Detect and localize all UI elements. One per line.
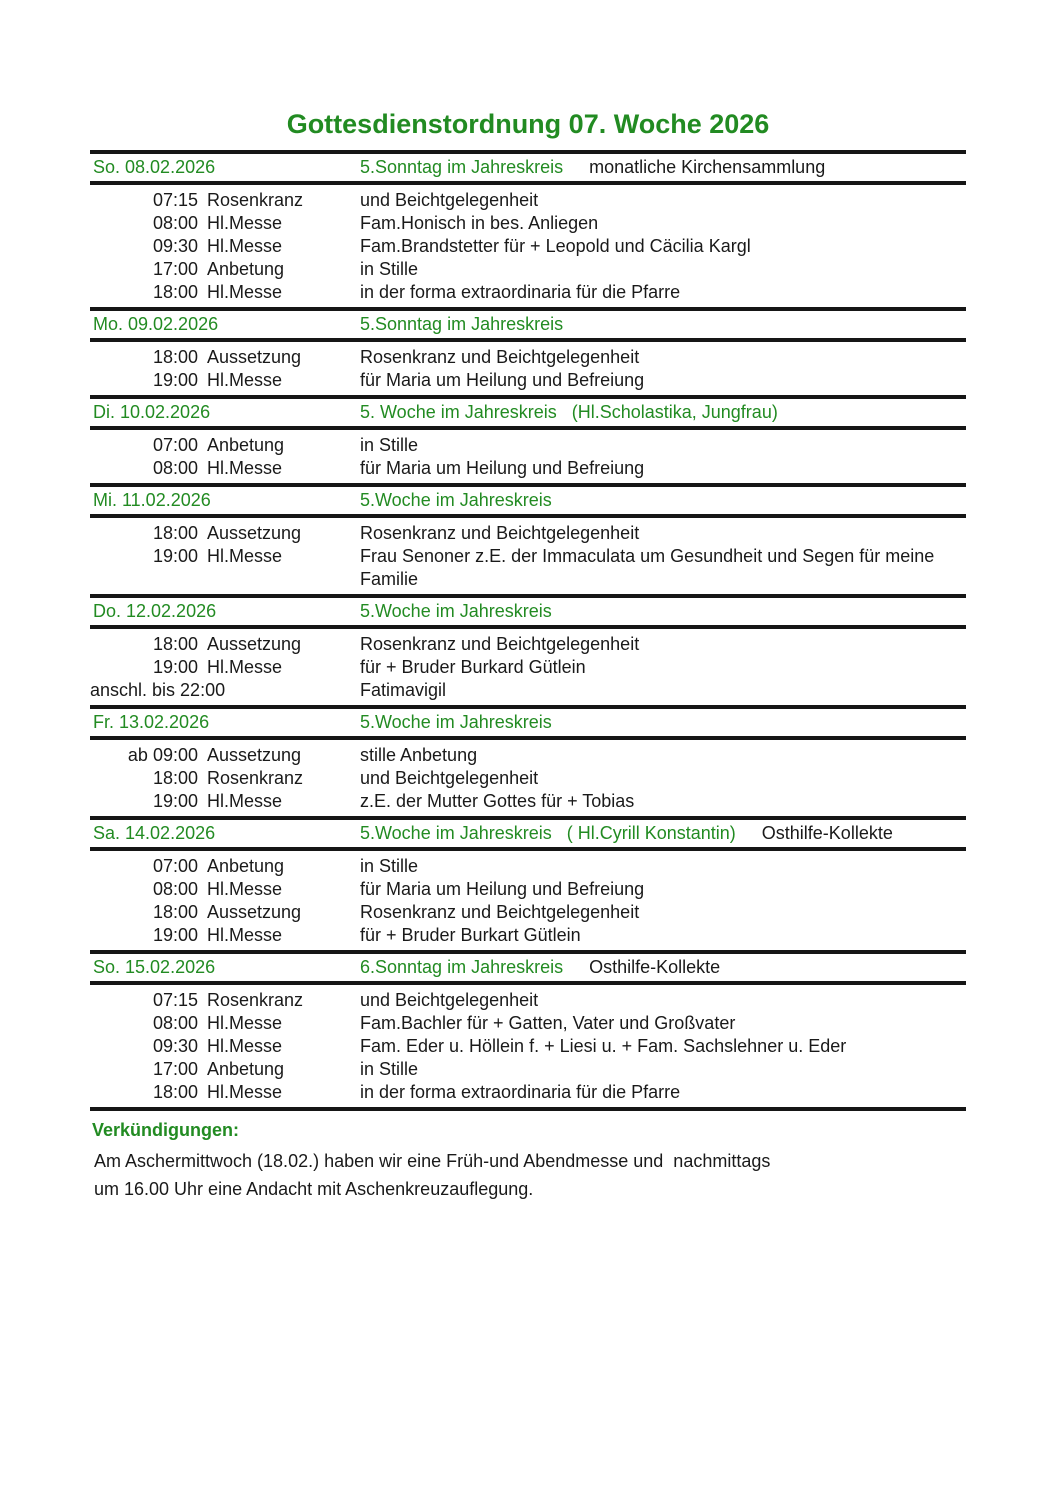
section-feast: 5.Woche im Jahreskreis [360, 490, 552, 510]
section-note: Osthilfe-Kollekte [589, 957, 721, 977]
row-time-cell [90, 457, 360, 480]
row-description: für + Bruder Burkard Gütlein [360, 657, 586, 677]
row-time: 19:00 [152, 791, 198, 811]
section-header-details [360, 711, 966, 734]
row-description: in Stille [360, 259, 419, 279]
section-date: So. 08.02.2026 [93, 157, 216, 177]
schedule-row [90, 522, 966, 545]
row-time: 18:00 [152, 282, 198, 302]
schedule-section [90, 307, 966, 395]
row-description: Rosenkranz und Beichtgelegenheit [360, 347, 640, 367]
row-activity: Rosenkranz [207, 768, 304, 788]
row-description: Frau Senoner z.E. der Immaculata um Gesundheit und Segen für meine Familie [360, 546, 935, 589]
schedule-row [90, 878, 966, 901]
section-date: Mo. 09.02.2026 [93, 314, 219, 334]
row-activity: Hl.Messe [207, 370, 283, 390]
row-time: 19:00 [152, 546, 198, 566]
row-time-cell [90, 924, 360, 947]
row-activity: Hl.Messe [207, 213, 283, 233]
section-rows [90, 740, 966, 816]
schedule-row [90, 1035, 966, 1058]
schedule-row [90, 434, 966, 457]
section-header-details [360, 600, 966, 623]
row-time-cell [90, 901, 360, 924]
row-description: in Stille [360, 435, 419, 455]
section-date: Mi. 11.02.2026 [93, 490, 211, 510]
row-time-cell [90, 1058, 360, 1081]
row-time: 18:00 [152, 768, 198, 788]
row-time: 07:00 [152, 435, 198, 455]
row-activity: Hl.Messe [207, 657, 283, 677]
row-description: und Beichtgelegenheit [360, 190, 539, 210]
schedule-row [90, 457, 966, 480]
row-description: für Maria um Heilung und Befreiung [360, 370, 645, 390]
row-description: stille Anbetung [360, 745, 478, 765]
row-description: Rosenkranz und Beichtgelegenheit [360, 523, 640, 543]
row-description: und Beichtgelegenheit [360, 768, 539, 788]
section-date: Fr. 13.02.2026 [93, 712, 210, 732]
row-time-cell [90, 855, 360, 878]
section-rows [90, 430, 966, 483]
row-activity: Anbetung [207, 259, 285, 279]
row-activity: Hl.Messe [207, 791, 283, 811]
schedule-row [90, 212, 966, 235]
section-date: Di. 10.02.2026 [93, 402, 211, 422]
section-header [90, 399, 966, 426]
row-time-cell [90, 189, 360, 212]
row-activity: Hl.Messe [207, 1082, 283, 1102]
section-rows [90, 851, 966, 950]
section-feast-extra: ( Hl.Cyrill Konstantin) [566, 823, 736, 843]
row-time-cell [90, 744, 360, 767]
schedule-section [90, 950, 966, 1107]
section-header-details [360, 489, 966, 512]
schedule-row [90, 656, 966, 679]
schedule-row [90, 767, 966, 790]
row-description: Fam. Eder u. Höllein f. + Liesi u. + Fam. Sachslehner u. Eder [360, 1036, 847, 1056]
row-description: in Stille [360, 1059, 419, 1079]
row-time-cell [90, 522, 360, 545]
section-feast-extra: (Hl.Scholastika, Jungfrau) [571, 402, 778, 422]
row-description: z.E. der Mutter Gottes für + Tobias [360, 791, 635, 811]
schedule-table [90, 150, 966, 1107]
schedule-row [90, 258, 966, 281]
row-time-cell [90, 1035, 360, 1058]
row-time: 18:00 [152, 347, 198, 367]
row-description: für + Bruder Burkart Gütlein [360, 925, 581, 945]
row-activity: Hl.Messe [207, 1036, 283, 1056]
row-time-cell [90, 434, 360, 457]
row-activity: Aussetzung [207, 902, 302, 922]
schedule-row [90, 901, 966, 924]
schedule-row [90, 924, 966, 947]
row-time-cell [90, 1081, 360, 1104]
section-header [90, 311, 966, 338]
row-time: 18:00 [152, 902, 198, 922]
row-time-cell [90, 369, 360, 392]
row-activity: Anbetung [207, 1059, 285, 1079]
row-activity: Hl.Messe [207, 236, 283, 256]
schedule-row [90, 189, 966, 212]
section-header-details [360, 313, 966, 336]
section-header-details [360, 156, 966, 179]
section-header [90, 598, 966, 625]
row-time: 08:00 [152, 458, 198, 478]
row-time: 19:00 [152, 925, 198, 945]
row-activity: Hl.Messe [207, 546, 283, 566]
section-feast: 5.Woche im Jahreskreis [360, 712, 552, 732]
schedule-row [90, 1058, 966, 1081]
row-activity: Hl.Messe [207, 458, 283, 478]
row-time: ab 09:00 [127, 745, 198, 765]
announcement-line: um 16.00 Uhr eine Andacht mit Aschenkreuzauflegung. [94, 1179, 534, 1199]
row-activity: Aussetzung [207, 523, 302, 543]
row-activity: Hl.Messe [207, 1013, 283, 1033]
section-feast: 5.Sonntag im Jahreskreis [360, 157, 564, 177]
row-time: 19:00 [152, 657, 198, 677]
row-activity: Rosenkranz [207, 190, 304, 210]
row-time-cell [90, 1012, 360, 1035]
section-feast: 5.Sonntag im Jahreskreis [360, 314, 564, 334]
section-header-details [360, 401, 966, 424]
row-time: 08:00 [152, 879, 198, 899]
schedule-section [90, 705, 966, 816]
row-description: für Maria um Heilung und Befreiung [360, 879, 645, 899]
section-rows [90, 629, 966, 705]
row-activity: Aussetzung [207, 745, 302, 765]
row-time: 19:00 [152, 370, 198, 390]
announcements-body [90, 1147, 966, 1203]
row-time: 17:00 [152, 1059, 198, 1079]
schedule-section [90, 150, 966, 307]
row-time: 07:00 [152, 856, 198, 876]
row-activity: Anbetung [207, 435, 285, 455]
row-description: Fam.Bachler für + Gatten, Vater und Großvater [360, 1013, 736, 1033]
row-description: Fam.Brandstetter für + Leopold und Cäcilia Kargl [360, 236, 751, 256]
row-time-cell [90, 212, 360, 235]
row-time-cell [90, 656, 360, 679]
section-date: Do. 12.02.2026 [93, 601, 217, 621]
section-feast: 5.Woche im Jahreskreis [360, 601, 552, 621]
schedule-row [90, 369, 966, 392]
section-rows [90, 185, 966, 307]
row-description: in Stille [360, 856, 419, 876]
row-activity: Rosenkranz [207, 990, 304, 1010]
row-description: und Beichtgelegenheit [360, 990, 539, 1010]
section-header [90, 487, 966, 514]
row-activity: Hl.Messe [207, 925, 283, 945]
row-time: 07:15 [152, 990, 198, 1010]
schedule-section [90, 816, 966, 950]
row-activity: Anbetung [207, 856, 285, 876]
row-time: 18:00 [152, 1082, 198, 1102]
row-time-cell [90, 679, 360, 702]
schedule-row [90, 281, 966, 304]
row-time-cell [90, 281, 360, 304]
schedule-row [90, 989, 966, 1012]
row-time-cell [90, 767, 360, 790]
section-date: So. 15.02.2026 [93, 957, 216, 977]
schedule-row [90, 744, 966, 767]
row-time-cell [90, 545, 360, 591]
section-header [90, 154, 966, 181]
row-description: für Maria um Heilung und Befreiung [360, 458, 645, 478]
section-feast: 5.Woche im Jahreskreis [360, 823, 552, 843]
schedule-section [90, 483, 966, 594]
schedule-bottom-rule [90, 1107, 966, 1111]
row-activity: Hl.Messe [207, 879, 283, 899]
section-note: Osthilfe-Kollekte [761, 823, 893, 843]
announcements [90, 1117, 966, 1203]
schedule-row [90, 790, 966, 813]
section-header-details [360, 956, 966, 979]
row-description: Rosenkranz und Beichtgelegenheit [360, 634, 640, 654]
row-time-cell [90, 346, 360, 369]
row-description: Fam.Honisch in bes. Anliegen [360, 213, 599, 233]
section-rows [90, 342, 966, 395]
row-time: 18:00 [152, 634, 198, 654]
row-activity: Hl.Messe [207, 282, 283, 302]
announcement-line: Am Aschermittwoch (18.02.) haben wir eine Früh-und Abendmesse und nachmittags [94, 1151, 771, 1171]
row-activity: Aussetzung [207, 634, 302, 654]
section-header [90, 954, 966, 981]
row-time: 17:00 [152, 259, 198, 279]
schedule-row [90, 346, 966, 369]
row-time: 08:00 [152, 213, 198, 233]
schedule-row [90, 1081, 966, 1104]
schedule-section [90, 395, 966, 483]
row-time-cell [90, 235, 360, 258]
row-time: 09:30 [152, 236, 198, 256]
section-header-details [360, 822, 966, 845]
section-date: Sa. 14.02.2026 [93, 823, 216, 843]
row-time-cell [90, 790, 360, 813]
schedule-row [90, 235, 966, 258]
row-time: 09:30 [152, 1036, 198, 1056]
row-activity: Aussetzung [207, 347, 302, 367]
row-description: Fatimavigil [360, 680, 447, 700]
section-header [90, 820, 966, 847]
section-rows [90, 985, 966, 1107]
row-description: Rosenkranz und Beichtgelegenheit [360, 902, 640, 922]
schedule-row [90, 1012, 966, 1035]
row-time-cell [90, 258, 360, 281]
page-title: Gottesdienstordnung 07. Woche 2026 [286, 109, 770, 139]
row-time: 07:15 [152, 190, 198, 210]
schedule-row [90, 855, 966, 878]
row-description: in der forma extraordinaria für die Pfarre [360, 1082, 681, 1102]
row-time: anschl. bis 22:00 [90, 680, 226, 700]
row-time-cell [90, 989, 360, 1012]
schedule-row [90, 679, 966, 702]
schedule-row [90, 545, 966, 591]
section-rows [90, 518, 966, 594]
schedule-section [90, 594, 966, 705]
row-time-cell [90, 633, 360, 656]
row-time-cell [90, 878, 360, 901]
announcements-heading: Verkündigungen: [92, 1120, 240, 1140]
section-note: monatliche Kirchensammlung [589, 157, 826, 177]
section-header [90, 709, 966, 736]
section-feast: 5. Woche im Jahreskreis [360, 402, 557, 422]
schedule-row [90, 633, 966, 656]
row-description: in der forma extraordinaria für die Pfarre [360, 282, 681, 302]
row-time: 08:00 [152, 1013, 198, 1033]
row-time: 18:00 [152, 523, 198, 543]
section-feast: 6.Sonntag im Jahreskreis [360, 957, 564, 977]
